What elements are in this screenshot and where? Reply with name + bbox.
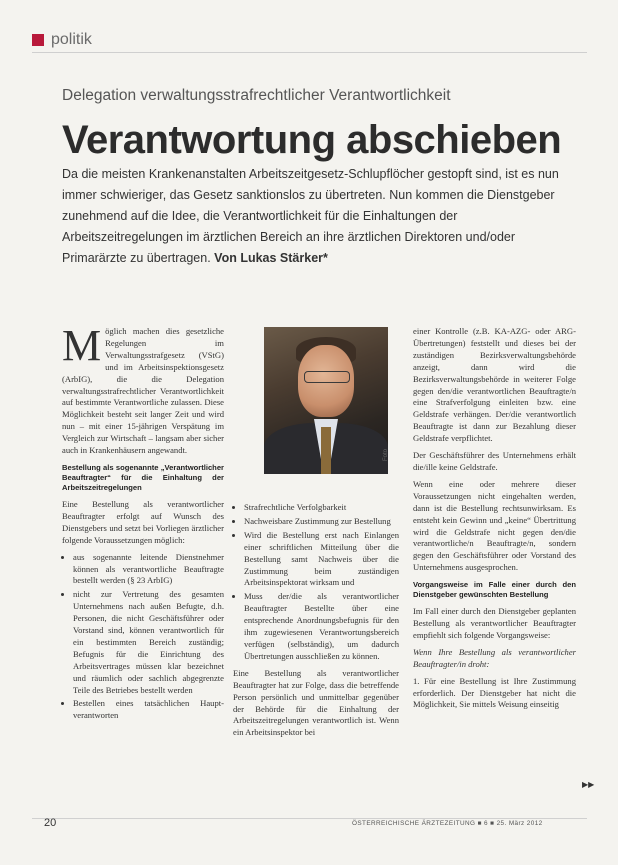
footer-publication: ÖSTERREICHISCHE ÄRZTEZEITUNG ■ 6 ■ 25. März 2012 [352,820,543,827]
article-lead [62,164,572,269]
section-header [32,31,92,49]
photo-tie [321,427,331,474]
list-item: • Nachweisbare Zustimmung zur Bestellung [244,516,399,528]
list-item: • Muss der/die als verantwortlicher Beauftragter Bestellte über eine entsprechende Anordnungsbefugnis für den ihm zugewiesenen Verantwortungsbereich verfügen (selbständig), um dadurch Übertretungen ausschließen zu können. [244,591,399,662]
section-label: politik [51,31,92,48]
section-marker [32,34,44,46]
paragraph: Im Fall einer durch den Dienstgeber geplanten Bestellung als verantwortlicher Beauftragter empfiehlt sich folgende Vorgangsweise: [413,606,576,640]
list-item: • Strafrechtliche Verfolgbarkeit [244,502,399,514]
list-item: • aus sogenannte leitende Dienstnehmer können als verantwortliche Beauftragte bestellt werden (§ 23 ArbIG) [73,552,224,588]
subheading-vorgangsweise: Vorgangsweise im Falle einer durch den Dienstgeber gewünschten Bestellung [413,580,576,600]
paragraph: 1. Für eine Bestellung ist Ihre Zustimmung erforderlich. Der Dienstgeber hat nicht die Möglichkeit, Sie mittels Weisung einseitig [413,675,576,710]
column-1 [62,321,224,727]
author-byline: Von Lukas Stärker* [214,251,328,265]
section-divider [32,52,587,53]
column-2 [233,502,399,744]
paragraph: einer Kontrolle (z.B. KA-AZG- oder ARG-Übertretungen) feststellt und dieses bei der zuständigen Bezirksverwaltungsbehörde anzeigt, dann wird die Bezirksverwaltungsbehörde in weiterer Folge gegen den/die verantwortlichen Beauftragte/n eine Strafverfolgung einleiten bzw. eine Geldstrafe verhängen. Der/die verantwortlich Beauftragte ist dann zur Bezahlung dieser Geldstrafe verpflichtet. [413,326,576,444]
author-photo [264,327,388,474]
list-item: • Bestellen eines tatsächlichen Haupt-verantworten [73,698,224,722]
photo-credit: Foto [383,448,390,462]
requirements-list [62,552,224,723]
paragraph: Der Geschäftsführer des Unternehmens erhält die/ille keine Geldstrafe. [413,450,576,472]
list-item: • nicht zur Vertretung des gesamten Unternehmens nach außen Befugte, d.h. Personen, die nicht Geschäftsführer oder Vorstand sind, können verantwortlich für ein bestimmten Bereich zuständig; Befugnis für die Einrichtung des Arbeitsvertrages müssen klar bezeichnet und räumlich oder sachlich abgegrenzte Teile des Betriebes bestellt werden [73,589,224,696]
intro-paragraph [62,321,224,457]
footer-divider [32,818,587,819]
article-subtitle: Delegation verwaltungsstrafrechtlicher Verantwortlichkeit [62,87,451,104]
lead-text: Da die meisten Krankenanstalten Arbeitszeitgesetz-Schlupflöcher gestopft sind, ist es nun immer schwieriger, das Gesetz sanktionslos zu übertreten. Nun kommen die Dienstgeber zunehmend auf die Idee, die Verantwortlichkeit für die Einhaltungen der Arbeitszeitregelungen im ärztlichen Bereich an ihre ärztlichen Direktoren und/oder Primarärzte zu übertragen. [62,167,559,265]
paragraph: Eine Bestellung als verantwortlicher Beauftragter erfolgt auf Wunsch des Dienstgebers und setzt bei Vorliegen ärztlicher folgende Voraussetzungen möglich: [62,498,224,545]
page-number: 20 [44,817,57,829]
continue-arrow-icon: ▶▶ [582,780,595,789]
photo-glasses [304,371,350,383]
italic-paragraph: Wenn Ihre Bestellung als verantwortlicher Beauftragter/in droht: [413,646,576,669]
drop-cap: M [62,321,102,370]
subheading-bestellung: Bestellung als sogenannte „Verantwortlicher Beauftragter“ für die Einhaltung der Arbeitszeitregelungen [62,462,224,492]
list-item: • Wird die Bestellung erst nach Einlangen einer schriftlichen Mitteilung über die Bestellung samt Nachweis über die Zustimmung beim zuständigen Arbeitsinspektorat wirksam und [244,530,399,590]
paragraph: Wenn eine oder mehrere dieser Voraussetzungen nicht eingehalten werden, dann ist die Bestellung rechtsunwirksam. Es entsteht kein Gewinn und „keine“ Übertrittung wird die Geldstrafe nicht gegen den/die verantwortliche/n Beauftragte/n, sondern gegen den Geschäftsführer oder Vorstand des Unternehmens ausgesprochen. [413,478,576,573]
requirements-list-continued [233,502,399,663]
article-headline: Verantwortung abschieben [62,118,562,162]
column-3 [413,326,576,716]
paragraph: Eine Bestellung als verantwortlicher Beauftragter hat zur Folge, dass die betreffende Person persönlich und unmittelbar gegenüber der Behörde für die Einhaltung der Arbeitszeitregelungen verantwortlich ist. Wenn ein Arbeitsinspektor bei [233,667,399,738]
intro-text: öglich machen dies gesetzliche Regelungen im Verwaltungsstrafgesetz (VStG) und im Arbeitsinspektionsgesetz (ArbIG), die die Delegation verwaltungsstrafrechtlicher Verantwortlichkeit auf bestimmte Verantwortliche zulassen. Diese Möglichkeit besteht seit langer Zeit und wird nun – mit einer 15-jährigen Verspätung im Vergleich zur Wirtschaft – langsam aber sicher auch in Krankenhäusern angewandt. [62,326,224,456]
